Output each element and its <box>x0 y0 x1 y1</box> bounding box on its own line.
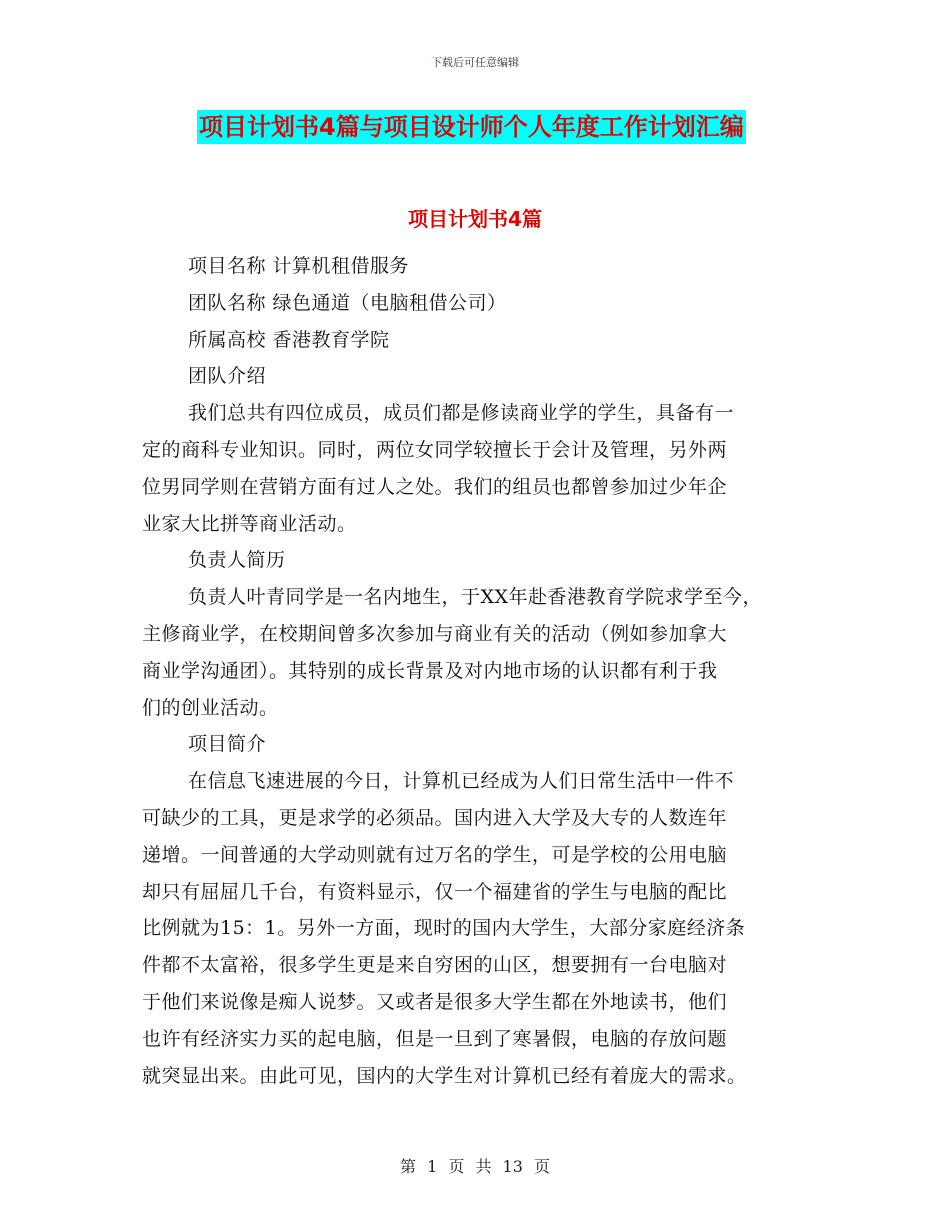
text-line: 我们总共有四位成员，成员们都是修读商业学的学生，具备有一 <box>188 402 735 425</box>
page-footer: 第 1 页 共 13 页 <box>400 1157 550 1176</box>
text-line: 可缺少的工具，更是求学的必须品。国内进入大学及大专的人数连年 <box>142 806 728 829</box>
text-line: 于他们来说像是痴人说梦。又或者是很多大学生都在外地读书，他们 <box>142 990 728 1013</box>
document-body <box>142 248 822 1094</box>
text-line: 就突显出来。由此可见，国内的大学生对计算机已经有着庞大的需求。 <box>142 1064 747 1087</box>
text-line: 主修商业学，在校期间曾多次参加与商业有关的活动（例如参加拿大 <box>142 622 728 645</box>
text-line: 团队介绍 <box>188 365 267 388</box>
text-line: 也许有经济实力买的起电脑，但是一旦到了寒暑假，电脑的存放问题 <box>142 1027 728 1050</box>
text-line: 在信息飞速进展的今日，计算机已经成为人们日常生活中一件不 <box>188 770 735 793</box>
text-line: 定的商科专业知识。同时，两位女同学较擅长于会计及管理，另外两 <box>142 438 728 461</box>
text-line: 负责人叶青同学是一名内地生，于XX年赴香港教育学院求学至今， <box>188 586 763 609</box>
text-line: 项目简介 <box>188 733 267 756</box>
header-note: 下载后可任意编辑 <box>431 56 519 69</box>
document-subtitle: 项目计划书4篇 <box>408 207 542 231</box>
text-line: 们的创业活动。 <box>142 696 279 719</box>
text-line: 所属高校 香港教育学院 <box>188 328 390 351</box>
text-line: 递增。一间普通的大学动则就有过万名的学生，可是学校的公用电脑 <box>142 843 728 866</box>
text-line: 商业学沟通团）。其特别的成长背景及对内地市场的认识都有利于我 <box>142 659 718 682</box>
text-line: 比例就为15：1。另外一方面，现时的国内大学生，大部分家庭经济条 <box>142 917 746 940</box>
text-line: 业家大比拼等商业活动。 <box>142 512 357 535</box>
text-line: 团队名称 绿色通道（电脑租借公司） <box>188 291 507 314</box>
text-line: 位男同学则在营销方面有过人之处。我们的组员也都曾参加过少年企 <box>142 475 728 498</box>
text-line: 件都不太富裕，很多学生更是来自穷困的山区，想要拥有一台电脑对 <box>142 954 728 977</box>
document-title: 项目计划书4篇与项目设计师个人年度工作计划汇编 <box>197 110 746 144</box>
text-line: 却只有屈屈几千台，有资料显示，仅一个福建省的学生与电脑的配比 <box>142 880 728 903</box>
text-line: 项目名称 计算机租借服务 <box>188 255 410 277</box>
text-line: 负责人简历 <box>188 549 286 572</box>
